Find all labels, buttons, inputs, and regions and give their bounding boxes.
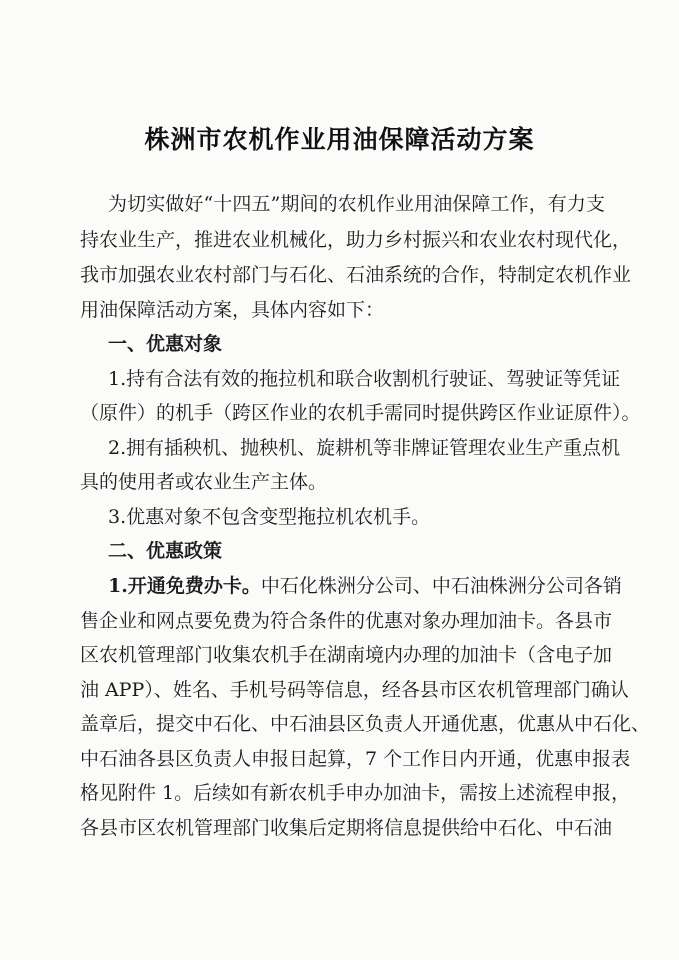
section2-item1-line-1 (108, 574, 622, 598)
section-heading-2: 二、优惠政策 (108, 540, 223, 562)
section2-item1-line-5: 盖章后，提交中石化、中石油县区负责人开通优惠，优惠从中石化、 (80, 713, 651, 735)
section2-item1-line-6: 中石油各县区负责人申报日起算，7 个工作日内开通，优惠申报表 (80, 748, 631, 770)
intro-line-4: 用油保障活动方案，具体内容如下： (80, 299, 385, 321)
section1-item2-line-2: 具的使用者或农业生产主体。 (80, 471, 328, 493)
intro-line-3: 我市加强农业农村部门与石化、石油系统的合作，特制定农机作业 (80, 264, 632, 286)
section1-item3-line-1: 3.优惠对象不包含变型拖拉机农机手。 (108, 506, 431, 528)
section1-item1-line-1: 1.持有合法有效的拖拉机和联合收割机行驶证、驾驶证等凭证 (108, 368, 621, 390)
document-title: 株洲市农机作业用油保障活动方案 (144, 125, 535, 154)
section2-item1-line-2: 售企业和网点要免费为符合条件的优惠对象办理加油卡。各县市 (80, 610, 613, 632)
section2-item1-text: 中石化株洲分公司、中石油株洲分公司各销 (260, 575, 622, 597)
section1-item1-line-2: （原件）的机手（跨区作业的农机手需同时提供跨区作业证原件）。 (80, 402, 641, 424)
section2-item1-line-7: 格见附件 1。后续如有新农机手申办加油卡，需按上述流程申报， (80, 782, 631, 804)
section2-item1-line-3: 区农机管理部门收集农机手在湖南境内办理的加油卡（含电子加 (80, 644, 613, 666)
section1-item2-line-1: 2.拥有插秧机、抛秧机、旋耕机等非牌证管理农业生产重点机 (108, 437, 621, 459)
section2-item1-line-4: 油 APP）、姓名、手机号码等信息，经各县市区农机管理部门确认 (80, 679, 629, 701)
intro-line-2: 持农业生产，推进农业机械化，助力乡村振兴和农业农村现代化， (80, 229, 632, 251)
intro-line-1: 为切实做好“十四五”期间的农机作业用油保障工作，有力支 (108, 193, 605, 215)
section-heading-1: 一、优惠对象 (108, 333, 223, 355)
section2-item1-line-8: 各县市区农机管理部门收集后定期将信息提供给中石化、中石油 (80, 817, 613, 839)
section2-item1-lead: 1.开通免费办卡。 (108, 575, 261, 597)
